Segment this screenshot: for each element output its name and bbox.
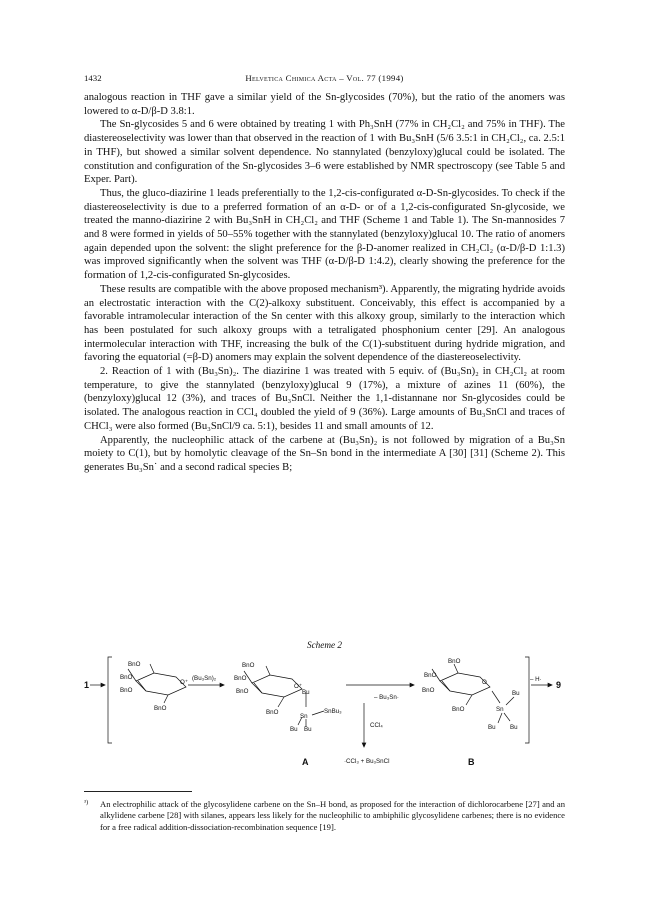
sn-radical-label: Sn bbox=[496, 706, 504, 713]
reaction-scheme bbox=[84, 651, 565, 783]
paragraph: These results are compatible with the above proposed mechanism³). Apparently, the migrating hydride avoids an electrostatic interaction with the C(2)-alkoxy substituent. Conceivably, this effect is accompanied by a favorable intramolecular interaction of the Sn center with this alkoxy group, similarly to the interaction which has been postulated for such alkoxy groups with a tetraligated phosphonium center [29]. An analogous intermolecular interaction with THF, increasing the bulk of the C(1)-substituent during hydride migration, and favoring the equatorial (=β-D) anomers may explain the solvent dependence of the diastereoselectivity. bbox=[84, 283, 565, 364]
bracket-left bbox=[108, 657, 112, 743]
ring-oxygen: O⁺ bbox=[180, 679, 189, 686]
bno-label: BnO bbox=[154, 705, 167, 712]
bracket-right bbox=[525, 657, 529, 743]
bu-label: Bu bbox=[510, 724, 518, 731]
scheme-figure bbox=[84, 651, 565, 783]
body-text bbox=[84, 91, 565, 475]
bno-label: BnO bbox=[424, 672, 437, 679]
paragraph: The Sn-glycosides 5 and 6 were obtained by treating 1 with Ph₃SnH (77% in CH₂Cl₂ and 75% in THF). The diastereoselectivity was lower than that observed in the reaction of 1 with Bu₃SnH (5/6 3.5:1 in CH₂Cl₂, ca. 2.5:1 in THF), but showed a similar solvent dependence. No stannylated (benzyloxy)glucal could be isolated. The constitution and configuration of the Sn-glycosides 3–6 were established by NMR spectroscopy (see Table 5 and Exper. Part). bbox=[84, 119, 565, 186]
footnote-text: An electrophilic attack of the glycosylidene carbene on the Sn–H bond, as proposed for the interaction of dichlorocarbene [27] and an alkylidene carbene [28] with silanes, appears less likely for the nucleophilic to ambiphilic glycosylidene carbenes; there is no evidence for a free radical addition-dissociation-recombination sequence [19]. bbox=[100, 799, 565, 832]
bu-label: Bu bbox=[488, 724, 496, 731]
paragraph: Thus, the gluco-diazirine 1 leads preferentially to the 1,2-cis-configurated α-D-Sn-glycosides. To check if the diastereoselectivity is due to a preferred formation of an α-D- or of a 1,2-cis-configurated Sn-glycoside, we treated the manno-diazirine 2 with Bu₃SnH in CH₂Cl₂ and THF (Scheme 1 and Table 1). The Sn-mannosides 7 and 8 were formed in yields of 50–55% together with the stannylated (benzyloxy)glucal 10. The ratio of anomers again depended upon the solvent: the slight preference for the β-D-anomer realized in CH₂Cl₂ (α-D/β-D 1:1.3) was improved significantly when the solvent was THF (α-D/β-D 1:4.2), clearly showing the preference for the formation of 1,2-cis-configurated Sn-glycosides. bbox=[84, 187, 565, 282]
paragraph: analogous reaction in THF gave a similar yield of the Sn-glycosides (70%), but the ratio of the anomers was lowered to α-D/β-D 3.8:1. bbox=[84, 92, 565, 117]
minus-bu3sn-label: – Bu₃Sn· bbox=[374, 694, 399, 701]
bno-label: BnO bbox=[120, 674, 133, 681]
bno-label: BnO bbox=[128, 661, 141, 668]
footnote-marker: ³) bbox=[84, 799, 89, 806]
bno-label: BnO bbox=[236, 688, 249, 695]
bno-label: BnO bbox=[120, 687, 133, 694]
bno-label: BnO bbox=[242, 662, 255, 669]
bu-label: Bu bbox=[304, 726, 312, 733]
bu-label: Bu bbox=[290, 726, 298, 733]
ccl4-label: CCl₄ bbox=[370, 722, 383, 729]
running-header bbox=[84, 71, 565, 85]
page-number: 1432 bbox=[84, 73, 102, 83]
scheme-title: Scheme 2 bbox=[307, 640, 342, 650]
reagent-label: (Bu₃Sn)₂ bbox=[192, 675, 217, 682]
bu-label: Bu bbox=[512, 690, 520, 697]
ring-oxygen: O⁺ bbox=[294, 683, 303, 690]
scheme-end-label: 9 bbox=[556, 680, 562, 690]
paragraph: Apparently, the nucleophilic attack of the carbene at (Bu₃Sn)₂ is not followed by migration of a Bu₃Sn moiety to C(1), but by homolytic cleavage of the Sn–Sn bond in the intermediate A [30] [31] (Scheme 2). This generates Bu₃Sn˙ and a second radical species B; bbox=[84, 434, 565, 473]
sn-label: Sn bbox=[300, 713, 308, 720]
pyranose-ring-1 bbox=[136, 673, 189, 695]
bno-label: BnO bbox=[234, 675, 247, 682]
bno-label: BnO bbox=[448, 658, 461, 665]
intermediate-a-label: A bbox=[302, 757, 309, 767]
side-products-label: ·CCl₃ + Bu₃SnCl bbox=[344, 758, 390, 765]
bno-label: BnO bbox=[452, 706, 465, 713]
journal-title: Helvetica Chimica Acta – Vol. 77 (1994) bbox=[245, 73, 404, 83]
ring-oxygen: O bbox=[482, 679, 487, 686]
minus-h-label: – H· bbox=[530, 676, 542, 683]
footnote-divider bbox=[84, 791, 192, 792]
bno-label: BnO bbox=[266, 709, 279, 716]
bu-label: Bu bbox=[302, 689, 310, 696]
radical-b-label: B bbox=[468, 757, 475, 767]
footnote bbox=[84, 799, 565, 833]
paragraph: 2. Reaction of 1 with (Bu₃Sn)₂. The diazirine 1 was treated with 5 equiv. of (Bu₃Sn)₂ in CH₂Cl₂ at room temperature, to give the stannylated (benzyloxy)glucal 9 (17%), a mixture of azines 11 (60%), the (benzyloxy)glucal 12 (3%), and traces of Bu₃SnCl. Neither the 1,1-distannane nor Sn-glycosides could be isolated. The analogous reaction in CCl₄ doubled the yield of 9 (36%). Large amounts of Bu₃SnCl and traces of CHCl₃ were also formed (Bu₃SnCl/9 ca. 5:1), besides 11 and small amounts of 12. bbox=[84, 366, 565, 432]
bno-label: BnO bbox=[422, 687, 435, 694]
snbu3-label: SnBu₃ bbox=[324, 708, 342, 715]
scheme-start-label: 1 bbox=[84, 680, 90, 690]
